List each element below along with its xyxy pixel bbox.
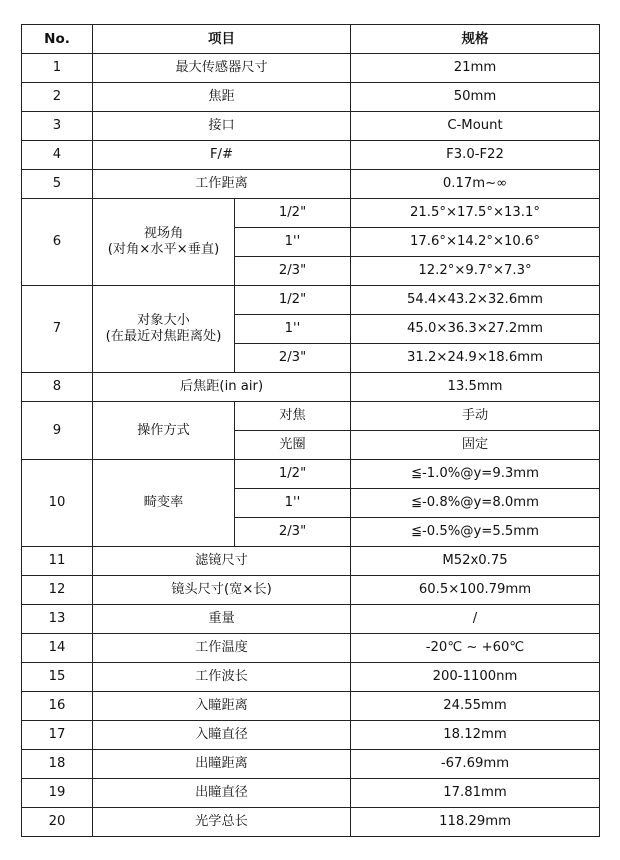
row-no: 4 [22,141,93,170]
row-no: 1 [22,54,93,83]
row-no: 13 [22,605,93,634]
row-item: 出瞳距离 [93,750,351,779]
row-sub-label: 1/2" [235,286,351,315]
table-row [22,141,600,170]
row-sub-label: 2/3" [235,344,351,373]
row-no: 7 [22,286,93,373]
row-spec: / [351,605,600,634]
row-spec: 24.55mm [351,692,600,721]
row-item: 焦距 [93,83,351,112]
row-no: 19 [22,779,93,808]
row-item: 滤镜尺寸 [93,547,351,576]
row-spec: ≦-0.8%@y=8.0mm [351,489,600,518]
row-no: 9 [22,402,93,460]
row-item-line1: 视场角 [143,226,184,241]
row-item: 重量 [93,605,351,634]
table-header-row [22,25,600,54]
row-spec: 21.5°×17.5°×13.1° [351,199,600,228]
table-row [22,286,600,315]
row-item: 入瞳距离 [93,692,351,721]
row-no: 20 [22,808,93,837]
row-item: 工作波长 [93,663,351,692]
row-spec: 17.6°×14.2°×10.6° [351,228,600,257]
row-item: 工作距离 [93,170,351,199]
row-no: 17 [22,721,93,750]
row-no: 5 [22,170,93,199]
row-item-line1: 对象大小 [137,313,190,328]
row-item: 最大传感器尺寸 [93,54,351,83]
row-item: 畸变率 [93,460,235,547]
row-spec: -20℃ ~ +60℃ [351,634,600,663]
row-spec: 118.29mm [351,808,600,837]
row-spec: F3.0-F22 [351,141,600,170]
row-spec: 54.4×43.2×32.6mm [351,286,600,315]
row-sub-label: 1/2" [235,199,351,228]
row-sub-label: 1'' [235,489,351,518]
row-no: 2 [22,83,93,112]
table-row [22,402,600,431]
row-item [93,286,235,373]
row-item: 镜头尺寸(宽×长) [93,576,351,605]
row-item-line2: (对角×水平×垂直) [107,242,220,257]
row-no: 16 [22,692,93,721]
header-spec: 规格 [351,25,600,54]
row-item-line2: (在最近对焦距离处) [105,329,222,344]
header-no: No. [22,25,93,54]
row-sub-label: 1/2" [235,460,351,489]
row-spec: C-Mount [351,112,600,141]
table-row [22,547,600,576]
table-row [22,170,600,199]
table-row [22,721,600,750]
row-spec: 0.17m~∞ [351,170,600,199]
row-no: 15 [22,663,93,692]
row-spec: 60.5×100.79mm [351,576,600,605]
row-no: 14 [22,634,93,663]
row-spec: 17.81mm [351,779,600,808]
row-item: 接口 [93,112,351,141]
row-no: 11 [22,547,93,576]
row-no: 6 [22,199,93,286]
row-item: 光学总长 [93,808,351,837]
table-row [22,576,600,605]
spec-table [21,24,600,837]
header-item: 项目 [93,25,351,54]
row-sub-label: 2/3" [235,257,351,286]
row-spec: 固定 [351,431,600,460]
table-row [22,779,600,808]
table-row [22,750,600,779]
table-row [22,373,600,402]
row-spec: 21mm [351,54,600,83]
table-row [22,460,600,489]
row-sub-label: 光圈 [235,431,351,460]
row-spec: 45.0×36.3×27.2mm [351,315,600,344]
row-spec: -67.69mm [351,750,600,779]
row-no: 8 [22,373,93,402]
row-no: 12 [22,576,93,605]
row-spec: 13.5mm [351,373,600,402]
row-item: 后焦距(in air) [93,373,351,402]
row-spec: 50mm [351,83,600,112]
table-row [22,605,600,634]
row-no: 3 [22,112,93,141]
table-row [22,199,600,228]
table-row [22,692,600,721]
row-sub-label: 1'' [235,315,351,344]
row-spec: ≦-0.5%@y=5.5mm [351,518,600,547]
table-row [22,54,600,83]
table-row [22,808,600,837]
table-row [22,112,600,141]
row-no: 18 [22,750,93,779]
row-item: 出瞳直径 [93,779,351,808]
table-row [22,634,600,663]
row-sub-label: 对焦 [235,402,351,431]
row-spec: 手动 [351,402,600,431]
row-sub-label: 2/3" [235,518,351,547]
row-item: 入瞳直径 [93,721,351,750]
row-item: 操作方式 [93,402,235,460]
row-no: 10 [22,460,93,547]
row-spec: 12.2°×9.7°×7.3° [351,257,600,286]
row-item: F/# [93,141,351,170]
table-row [22,83,600,112]
row-spec: M52x0.75 [351,547,600,576]
row-spec: 18.12mm [351,721,600,750]
row-spec: ≦-1.0%@y=9.3mm [351,460,600,489]
row-sub-label: 1'' [235,228,351,257]
row-spec: 31.2×24.9×18.6mm [351,344,600,373]
row-item [93,199,235,286]
row-item: 工作温度 [93,634,351,663]
row-spec: 200-1100nm [351,663,600,692]
table-row [22,663,600,692]
